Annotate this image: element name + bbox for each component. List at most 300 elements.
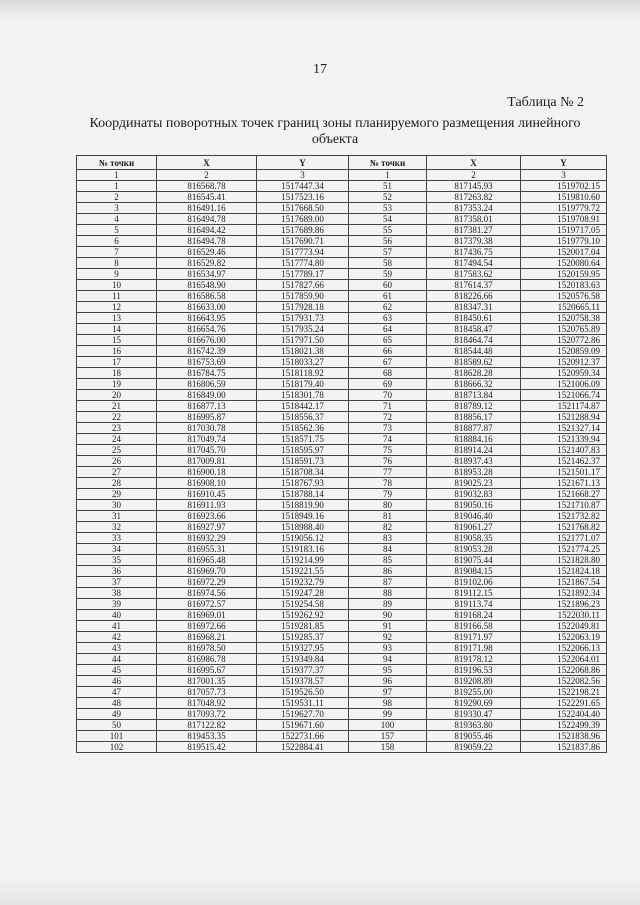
y-cell: 1521837.86: [521, 742, 607, 753]
table-body: [77, 181, 607, 753]
x-cell: 818789.12: [427, 401, 521, 412]
y-cell: 1521006.09: [521, 379, 607, 390]
y-cell: 1519262.92: [257, 610, 349, 621]
x-cell: 817122.82: [157, 720, 257, 731]
x-cell: 816972.66: [157, 621, 257, 632]
point-number-cell: 13: [77, 313, 157, 324]
x-cell: 816969.70: [157, 566, 257, 577]
x-cell: 816784.75: [157, 368, 257, 379]
y-cell: 1520912.37: [521, 357, 607, 368]
x-cell: 819075.44: [427, 555, 521, 566]
point-number-cell: 22: [77, 412, 157, 423]
y-cell: 1521771.07: [521, 533, 607, 544]
y-cell: 1522404.40: [521, 709, 607, 720]
x-cell: 816900.18: [157, 467, 257, 478]
y-cell: 1519285.37: [257, 632, 349, 643]
x-cell: 819084.15: [427, 566, 521, 577]
y-cell: 1520959.34: [521, 368, 607, 379]
x-cell: 819059.22: [427, 742, 521, 753]
point-number-cell: 24: [77, 434, 157, 445]
table-title: Координаты поворотных точек границ зоны планируемого размещения линейного объекта: [89, 116, 581, 147]
y-cell: 1519281.85: [257, 621, 349, 632]
table-row: [77, 731, 607, 742]
x-cell: 817358.01: [427, 214, 521, 225]
y-cell: 1517689.86: [257, 225, 349, 236]
point-number-cell: 157: [349, 731, 427, 742]
x-cell: 818544.48: [427, 346, 521, 357]
point-number-cell: 68: [349, 368, 427, 379]
x-cell: 819208.89: [427, 676, 521, 687]
y-cell: 1520859.09: [521, 346, 607, 357]
point-number-cell: 91: [349, 621, 427, 632]
table-row: [77, 665, 607, 676]
y-cell: 1519526.50: [257, 687, 349, 698]
y-cell: 1518591.73: [257, 456, 349, 467]
table-row: [77, 445, 607, 456]
coordinates-table: [76, 155, 607, 753]
y-cell: 1517928.18: [257, 302, 349, 313]
table-caption: Таблица № 2: [507, 95, 584, 110]
x-cell: 818937.43: [427, 456, 521, 467]
point-number-cell: 15: [77, 335, 157, 346]
x-cell: 816877.13: [157, 401, 257, 412]
y-cell: 1518988.40: [257, 522, 349, 533]
point-number-cell: 81: [349, 511, 427, 522]
y-cell: 1522499.39: [521, 720, 607, 731]
point-number-cell: 32: [77, 522, 157, 533]
index-cell: 1: [77, 170, 157, 181]
table-row: [77, 324, 607, 335]
point-number-cell: 14: [77, 324, 157, 335]
x-cell: 817145.93: [427, 181, 521, 192]
table-row: [77, 544, 607, 555]
table-row: [77, 489, 607, 500]
x-cell: 818856.17: [427, 412, 521, 423]
x-cell: 816923.66: [157, 511, 257, 522]
x-cell: 816529.46: [157, 247, 257, 258]
point-number-cell: 10: [77, 280, 157, 291]
point-number-cell: 98: [349, 698, 427, 709]
y-cell: 1522082.56: [521, 676, 607, 687]
point-number-cell: 77: [349, 467, 427, 478]
point-number-cell: 30: [77, 500, 157, 511]
y-cell: 1519378.57: [257, 676, 349, 687]
table-row: [77, 687, 607, 698]
point-number-cell: 5: [77, 225, 157, 236]
point-number-cell: 4: [77, 214, 157, 225]
table-row: [77, 291, 607, 302]
table-row: [77, 511, 607, 522]
x-cell: 817093.72: [157, 709, 257, 720]
y-cell: 1519183.16: [257, 544, 349, 555]
y-cell: 1517827.66: [257, 280, 349, 291]
x-cell: 818953.28: [427, 467, 521, 478]
point-number-cell: 100: [349, 720, 427, 731]
header-x: X: [427, 156, 521, 170]
y-cell: 1522198.21: [521, 687, 607, 698]
x-cell: 819178.12: [427, 654, 521, 665]
table-row: [77, 313, 607, 324]
point-number-cell: 50: [77, 720, 157, 731]
x-cell: 816995.87: [157, 412, 257, 423]
point-number-cell: 35: [77, 555, 157, 566]
x-cell: 817494.54: [427, 258, 521, 269]
table-row: [77, 379, 607, 390]
table-row: [77, 434, 607, 445]
point-number-cell: 64: [349, 324, 427, 335]
point-number-cell: 9: [77, 269, 157, 280]
x-cell: 818458.47: [427, 324, 521, 335]
x-cell: 819330.47: [427, 709, 521, 720]
point-number-cell: 69: [349, 379, 427, 390]
x-cell: 817001.35: [157, 676, 257, 687]
point-number-cell: 80: [349, 500, 427, 511]
y-cell: 1522291.65: [521, 698, 607, 709]
point-number-cell: 37: [77, 577, 157, 588]
y-cell: 1521462.37: [521, 456, 607, 467]
x-cell: 819102.06: [427, 577, 521, 588]
x-cell: 817009.81: [157, 456, 257, 467]
point-number-cell: 88: [349, 588, 427, 599]
table-row: [77, 258, 607, 269]
point-number-cell: 8: [77, 258, 157, 269]
header-y: Y: [257, 156, 349, 170]
y-cell: 1518788.14: [257, 489, 349, 500]
point-number-cell: 62: [349, 302, 427, 313]
x-cell: 816972.57: [157, 599, 257, 610]
y-cell: 1517935.24: [257, 324, 349, 335]
x-cell: 816974.56: [157, 588, 257, 599]
point-number-cell: 39: [77, 599, 157, 610]
y-cell: 1522884.41: [257, 742, 349, 753]
table-row: [77, 555, 607, 566]
table-row: [77, 390, 607, 401]
x-cell: 817048.92: [157, 698, 257, 709]
point-number-cell: 20: [77, 390, 157, 401]
header-y: Y: [521, 156, 607, 170]
point-number-cell: 95: [349, 665, 427, 676]
y-cell: 1521174.87: [521, 401, 607, 412]
x-cell: 818464.74: [427, 335, 521, 346]
point-number-cell: 66: [349, 346, 427, 357]
x-cell: 817263.82: [427, 192, 521, 203]
point-number-cell: 36: [77, 566, 157, 577]
x-cell: 819166.58: [427, 621, 521, 632]
table-row: [77, 247, 607, 258]
y-cell: 1522049.81: [521, 621, 607, 632]
point-number-cell: 55: [349, 225, 427, 236]
y-cell: 1520758.38: [521, 313, 607, 324]
y-cell: 1520183.63: [521, 280, 607, 291]
y-cell: 1520159.95: [521, 269, 607, 280]
index-cell: 3: [257, 170, 349, 181]
x-cell: 819255.00: [427, 687, 521, 698]
y-cell: 1522030.11: [521, 610, 607, 621]
header-point-number: № точки: [349, 156, 427, 170]
table-row: [77, 478, 607, 489]
x-cell: 816654.76: [157, 324, 257, 335]
x-cell: 816494.78: [157, 236, 257, 247]
scan-bottom-edge: [0, 875, 640, 905]
y-cell: 1519671.60: [257, 720, 349, 731]
x-cell: 819053.28: [427, 544, 521, 555]
table-row: [77, 577, 607, 588]
y-cell: 1521710.87: [521, 500, 607, 511]
table-row: [77, 225, 607, 236]
y-cell: 1517668.50: [257, 203, 349, 214]
x-cell: 816742.39: [157, 346, 257, 357]
point-number-cell: 67: [349, 357, 427, 368]
index-cell: 2: [157, 170, 257, 181]
y-cell: 1520576.58: [521, 291, 607, 302]
x-cell: 819055.46: [427, 731, 521, 742]
x-cell: 817436.75: [427, 247, 521, 258]
y-cell: 1517789.17: [257, 269, 349, 280]
x-cell: 818450.61: [427, 313, 521, 324]
point-number-cell: 83: [349, 533, 427, 544]
point-number-cell: 158: [349, 742, 427, 753]
y-cell: 1517971.50: [257, 335, 349, 346]
table-row: [77, 357, 607, 368]
x-cell: 816491.16: [157, 203, 257, 214]
table-row: [77, 720, 607, 731]
y-cell: 1519810.60: [521, 192, 607, 203]
point-number-cell: 23: [77, 423, 157, 434]
y-cell: 1517523.16: [257, 192, 349, 203]
x-cell: 816586.58: [157, 291, 257, 302]
x-cell: 817379.38: [427, 236, 521, 247]
x-cell: 816972.29: [157, 577, 257, 588]
table-row: [77, 610, 607, 621]
table-row: [77, 621, 607, 632]
page-number: 17: [313, 62, 327, 77]
point-number-cell: 61: [349, 291, 427, 302]
table-row: [77, 236, 607, 247]
point-number-cell: 51: [349, 181, 427, 192]
y-cell: 1519247.28: [257, 588, 349, 599]
y-cell: 1520765.89: [521, 324, 607, 335]
y-cell: 1519779.10: [521, 236, 607, 247]
point-number-cell: 74: [349, 434, 427, 445]
x-cell: 819061.27: [427, 522, 521, 533]
point-number-cell: 40: [77, 610, 157, 621]
table-row: [77, 643, 607, 654]
table-header-row: [77, 156, 607, 170]
point-number-cell: 85: [349, 555, 427, 566]
point-number-cell: 11: [77, 291, 157, 302]
x-cell: 816545.41: [157, 192, 257, 203]
table-row: [77, 632, 607, 643]
y-cell: 1519717.05: [521, 225, 607, 236]
y-cell: 1522068.86: [521, 665, 607, 676]
point-number-cell: 70: [349, 390, 427, 401]
x-cell: 816548.90: [157, 280, 257, 291]
table-row: [77, 203, 607, 214]
y-cell: 1518562.36: [257, 423, 349, 434]
table-row: [77, 533, 607, 544]
point-number-cell: 79: [349, 489, 427, 500]
point-number-cell: 44: [77, 654, 157, 665]
x-cell: 816955.31: [157, 544, 257, 555]
table-row: [77, 709, 607, 720]
point-number-cell: 12: [77, 302, 157, 313]
x-cell: 819032.83: [427, 489, 521, 500]
point-number-cell: 46: [77, 676, 157, 687]
x-cell: 818347.31: [427, 302, 521, 313]
x-cell: 816494.42: [157, 225, 257, 236]
point-number-cell: 2: [77, 192, 157, 203]
x-cell: 816529.82: [157, 258, 257, 269]
x-cell: 817057.73: [157, 687, 257, 698]
index-cell: 1: [349, 170, 427, 181]
table-row: [77, 368, 607, 379]
point-number-cell: 27: [77, 467, 157, 478]
y-cell: 1518442.17: [257, 401, 349, 412]
point-number-cell: 49: [77, 709, 157, 720]
x-cell: 817614.37: [427, 280, 521, 291]
y-cell: 1519214.99: [257, 555, 349, 566]
y-cell: 1521066.74: [521, 390, 607, 401]
point-number-cell: 18: [77, 368, 157, 379]
y-cell: 1521892.34: [521, 588, 607, 599]
x-cell: 817045.70: [157, 445, 257, 456]
point-number-cell: 6: [77, 236, 157, 247]
point-number-cell: 73: [349, 423, 427, 434]
point-number-cell: 19: [77, 379, 157, 390]
y-cell: 1518118.92: [257, 368, 349, 379]
point-number-cell: 94: [349, 654, 427, 665]
y-cell: 1518571.75: [257, 434, 349, 445]
y-cell: 1521838.96: [521, 731, 607, 742]
y-cell: 1521501.17: [521, 467, 607, 478]
y-cell: 1518595.97: [257, 445, 349, 456]
point-number-cell: 57: [349, 247, 427, 258]
y-cell: 1519779.72: [521, 203, 607, 214]
y-cell: 1518767.93: [257, 478, 349, 489]
y-cell: 1521407.83: [521, 445, 607, 456]
x-cell: 818713.84: [427, 390, 521, 401]
table-row: [77, 599, 607, 610]
y-cell: 1520772.86: [521, 335, 607, 346]
y-cell: 1518301.78: [257, 390, 349, 401]
x-cell: 819196.53: [427, 665, 521, 676]
y-cell: 1521867.54: [521, 577, 607, 588]
point-number-cell: 71: [349, 401, 427, 412]
point-number-cell: 26: [77, 456, 157, 467]
point-number-cell: 21: [77, 401, 157, 412]
x-cell: 817583.62: [427, 269, 521, 280]
y-cell: 1518949.16: [257, 511, 349, 522]
point-number-cell: 84: [349, 544, 427, 555]
point-number-cell: 82: [349, 522, 427, 533]
y-cell: 1519327.95: [257, 643, 349, 654]
x-cell: 816633.00: [157, 302, 257, 313]
y-cell: 1519254.58: [257, 599, 349, 610]
x-cell: 816806.59: [157, 379, 257, 390]
x-cell: 819168.24: [427, 610, 521, 621]
x-cell: 816965.48: [157, 555, 257, 566]
table-row: [77, 302, 607, 313]
table-row: [77, 467, 607, 478]
y-cell: 1521768.82: [521, 522, 607, 533]
index-cell: 2: [427, 170, 521, 181]
y-cell: 1522063.19: [521, 632, 607, 643]
x-cell: 818589.62: [427, 357, 521, 368]
y-cell: 1521824.18: [521, 566, 607, 577]
point-number-cell: 7: [77, 247, 157, 258]
point-number-cell: 1: [77, 181, 157, 192]
table-row: [77, 676, 607, 687]
point-number-cell: 42: [77, 632, 157, 643]
y-cell: 1517447.34: [257, 181, 349, 192]
x-cell: 817381.27: [427, 225, 521, 236]
table-row: [77, 214, 607, 225]
x-cell: 816927.97: [157, 522, 257, 533]
table-row: [77, 522, 607, 533]
x-cell: 819515.42: [157, 742, 257, 753]
x-cell: 817353.24: [427, 203, 521, 214]
point-number-cell: 92: [349, 632, 427, 643]
y-cell: 1520665.11: [521, 302, 607, 313]
y-cell: 1517774.80: [257, 258, 349, 269]
x-cell: 816534.97: [157, 269, 257, 280]
point-number-cell: 47: [77, 687, 157, 698]
point-number-cell: 78: [349, 478, 427, 489]
point-number-cell: 75: [349, 445, 427, 456]
point-number-cell: 72: [349, 412, 427, 423]
point-number-cell: 101: [77, 731, 157, 742]
y-cell: 1519531.11: [257, 698, 349, 709]
y-cell: 1521327.14: [521, 423, 607, 434]
x-cell: 816494.78: [157, 214, 257, 225]
y-cell: 1518708.34: [257, 467, 349, 478]
table-row: [77, 698, 607, 709]
y-cell: 1520017.04: [521, 247, 607, 258]
y-cell: 1521828.80: [521, 555, 607, 566]
y-cell: 1522064.01: [521, 654, 607, 665]
y-cell: 1519708.91: [521, 214, 607, 225]
x-cell: 818666.32: [427, 379, 521, 390]
y-cell: 1517690.71: [257, 236, 349, 247]
y-cell: 1519702.15: [521, 181, 607, 192]
table-row: [77, 500, 607, 511]
x-cell: 818884.16: [427, 434, 521, 445]
y-cell: 1521339.94: [521, 434, 607, 445]
y-cell: 1519349.84: [257, 654, 349, 665]
y-cell: 1520080.64: [521, 258, 607, 269]
point-number-cell: 97: [349, 687, 427, 698]
x-cell: 819050.16: [427, 500, 521, 511]
x-cell: 817049.74: [157, 434, 257, 445]
y-cell: 1521774.25: [521, 544, 607, 555]
table-row: [77, 335, 607, 346]
x-cell: 819363.80: [427, 720, 521, 731]
x-cell: 816910.45: [157, 489, 257, 500]
point-number-cell: 56: [349, 236, 427, 247]
point-number-cell: 31: [77, 511, 157, 522]
y-cell: 1522066.13: [521, 643, 607, 654]
table-row: [77, 423, 607, 434]
table-row: [77, 346, 607, 357]
y-cell: 1518179.40: [257, 379, 349, 390]
point-number-cell: 48: [77, 698, 157, 709]
point-number-cell: 87: [349, 577, 427, 588]
x-cell: 816753.69: [157, 357, 257, 368]
point-number-cell: 43: [77, 643, 157, 654]
x-cell: 817030.78: [157, 423, 257, 434]
y-cell: 1519377.37: [257, 665, 349, 676]
y-cell: 1517859.90: [257, 291, 349, 302]
